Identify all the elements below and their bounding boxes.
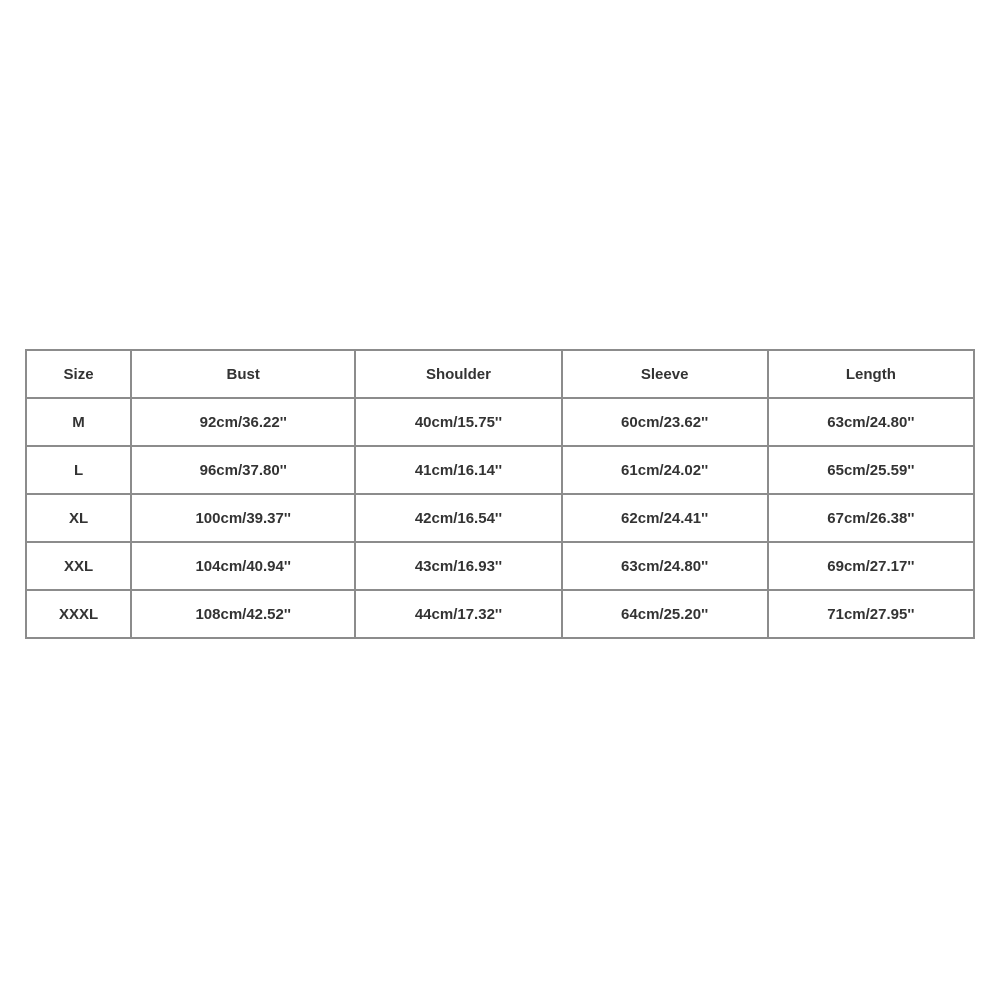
cell-sleeve: 62cm/24.41''	[562, 494, 768, 542]
header-shoulder: Shoulder	[355, 350, 561, 398]
table-row	[26, 398, 974, 446]
cell-bust: 100cm/39.37''	[131, 494, 355, 542]
cell-bust: 104cm/40.94''	[131, 542, 355, 590]
cell-length: 67cm/26.38''	[768, 494, 974, 542]
table-header-row	[26, 350, 974, 398]
cell-bust: 108cm/42.52''	[131, 590, 355, 638]
table-row	[26, 542, 974, 590]
cell-length: 71cm/27.95''	[768, 590, 974, 638]
table-row	[26, 590, 974, 638]
cell-length: 63cm/24.80''	[768, 398, 974, 446]
cell-sleeve: 60cm/23.62''	[562, 398, 768, 446]
table-row	[26, 446, 974, 494]
cell-length: 69cm/27.17''	[768, 542, 974, 590]
cell-length: 65cm/25.59''	[768, 446, 974, 494]
table-row	[26, 494, 974, 542]
cell-size: M	[26, 398, 131, 446]
cell-size: L	[26, 446, 131, 494]
header-length: Length	[768, 350, 974, 398]
cell-bust: 96cm/37.80''	[131, 446, 355, 494]
cell-shoulder: 41cm/16.14''	[355, 446, 561, 494]
cell-sleeve: 61cm/24.02''	[562, 446, 768, 494]
cell-shoulder: 43cm/16.93''	[355, 542, 561, 590]
header-size: Size	[26, 350, 131, 398]
cell-shoulder: 44cm/17.32''	[355, 590, 561, 638]
cell-shoulder: 42cm/16.54''	[355, 494, 561, 542]
header-sleeve: Sleeve	[562, 350, 768, 398]
size-chart-table	[25, 349, 975, 639]
cell-sleeve: 63cm/24.80''	[562, 542, 768, 590]
cell-size: XXL	[26, 542, 131, 590]
cell-size: XL	[26, 494, 131, 542]
cell-size: XXXL	[26, 590, 131, 638]
header-bust: Bust	[131, 350, 355, 398]
cell-bust: 92cm/36.22''	[131, 398, 355, 446]
cell-shoulder: 40cm/15.75''	[355, 398, 561, 446]
cell-sleeve: 64cm/25.20''	[562, 590, 768, 638]
